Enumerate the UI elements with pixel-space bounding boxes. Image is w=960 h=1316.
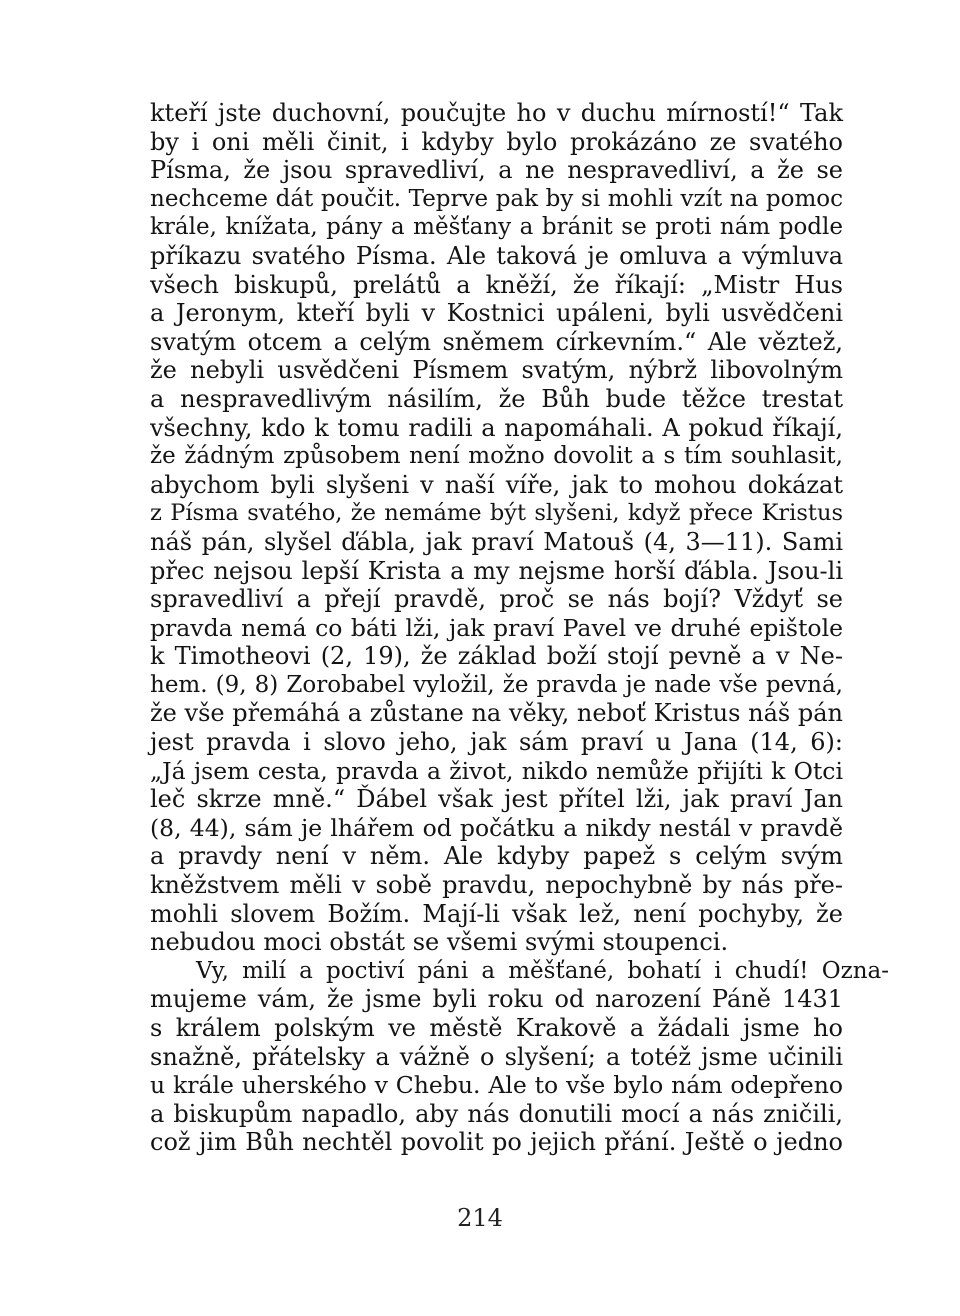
text-line-33: s králem polským ve městě Krakově a žádali jsme ho: [150, 1014, 843, 1042]
text-line-13: že žádným způsobem není možno dovolit a s tím souhlasit,: [150, 443, 843, 470]
text-line-15: z Písma svatého, že nemáme být slyšeni, když přece Kristus: [150, 500, 843, 527]
text-line-24: „Já jsem cesta, pravda a život, nikdo nemůže přijíti k Otci: [150, 756, 843, 785]
text-line-14: abychom byli slyšeni v naší víře, jak to mohou dokázat: [150, 470, 843, 499]
text-line-26: (8, 44), sám je lhářem od počátku a nikdy nestál v pravdě: [150, 813, 843, 842]
page-number: 214: [457, 1204, 503, 1232]
text-line-27: a pravdy není v něm. Ale kdyby papež s celým svým: [150, 842, 843, 871]
text-line-2: by i oni měli činit, i kdyby bylo prokázáno ze svatého: [150, 127, 843, 156]
text-line-32: mujeme vám, že jsme byli roku od narození Páně 1431: [150, 985, 843, 1014]
text-line-5: krále, knížata, pány a měšťany a bránit se proti nám podle: [150, 214, 843, 241]
text-line-22: že vše přemáhá a zůstane na věky, neboť Kristus náš pán: [150, 699, 843, 728]
text-line-30: nebudou moci obstát se všemi svými stoupenci.: [150, 928, 729, 957]
text-line-18: spravedliví a přejí pravdě, proč se nás bojí? Vždyť se: [150, 585, 843, 614]
text-line-16: náš pán, slyšel ďábla, jak praví Matouš (4, 3—11). Sami: [150, 527, 843, 556]
text-line-19: pravda nemá co báti lži, jak praví Pavel ve druhé epištole: [150, 613, 843, 642]
text-line-37: což jim Bůh nechtěl povolit po jejich přání. Ještě o jedno: [150, 1128, 843, 1157]
text-line-3: Písma, že jsou spravedliví, a ne nespravedliví, a že se: [150, 156, 843, 185]
text-line-36: a biskupům napadlo, aby nás donutili mocí a nás zničili,: [150, 1099, 843, 1128]
text-line-1: kteří jste duchovní, poučujte ho v duchu mírností!“ Tak: [150, 99, 843, 127]
body-text: [150, 99, 889, 1157]
text-line-10: že nebyli usvědčeni Písmem svatým, nýbrž libovolným: [150, 356, 843, 385]
text-line-21: hem. (9, 8) Zorobabel vyložil, že pravda je nade vše pevná,: [150, 671, 843, 698]
text-line-12: všechny, kdo k tomu radili a napomáhali. A pokud říkají,: [150, 413, 843, 442]
text-line-34: snažně, přátelsky a vážně o slyšení; a totéž jsme učinili: [150, 1042, 843, 1071]
text-line-23: jest pravda i slovo jeho, jak sám praví u Jana (14, 6):: [150, 728, 843, 757]
text-line-20: k Timotheovi (2, 19), že základ boží stojí pevně a v Ne-: [150, 642, 843, 671]
text-line-8: a Jeronym, kteří byli v Kostnici upáleni, byli usvědčeni: [150, 299, 843, 328]
text-line-29: mohli slovem Božím. Mají-li však lež, není pochyby, že: [150, 899, 843, 928]
text-line-17: přec nejsou lepší Krista a my nejsme horší ďábla. Jsou-li: [150, 556, 843, 585]
text-line-7: všech biskupů, prelátů a kněží, že říkají: „Mistr Hus: [150, 270, 843, 299]
text-line-11: a nespravedlivým násilím, že Bůh bude těžce trestat: [150, 384, 843, 413]
text-line-6: příkazu svatého Písma. Ale taková je omluva a výmluva: [150, 241, 843, 270]
text-line-4: nechceme dát poučit. Teprve pak by si mohli vzít na pomoc: [150, 185, 843, 212]
text-line-28: kněžstvem měli v sobě pravdu, nepochybně by nás pře-: [150, 871, 843, 900]
text-line-35: u krále uherského v Chebu. Ale to vše bylo nám odepřeno: [150, 1071, 843, 1100]
text-line-25: leč skrze mně.“ Ďábel však jest přítel lži, jak praví Jan: [150, 785, 843, 814]
text-line-9: svatým otcem a celým sněmem církevním.“ Ale věztež,: [150, 327, 843, 356]
text-line-31: Vy, milí a poctiví páni a měšťané, bohatí i chudí! Ozna-: [196, 957, 889, 984]
